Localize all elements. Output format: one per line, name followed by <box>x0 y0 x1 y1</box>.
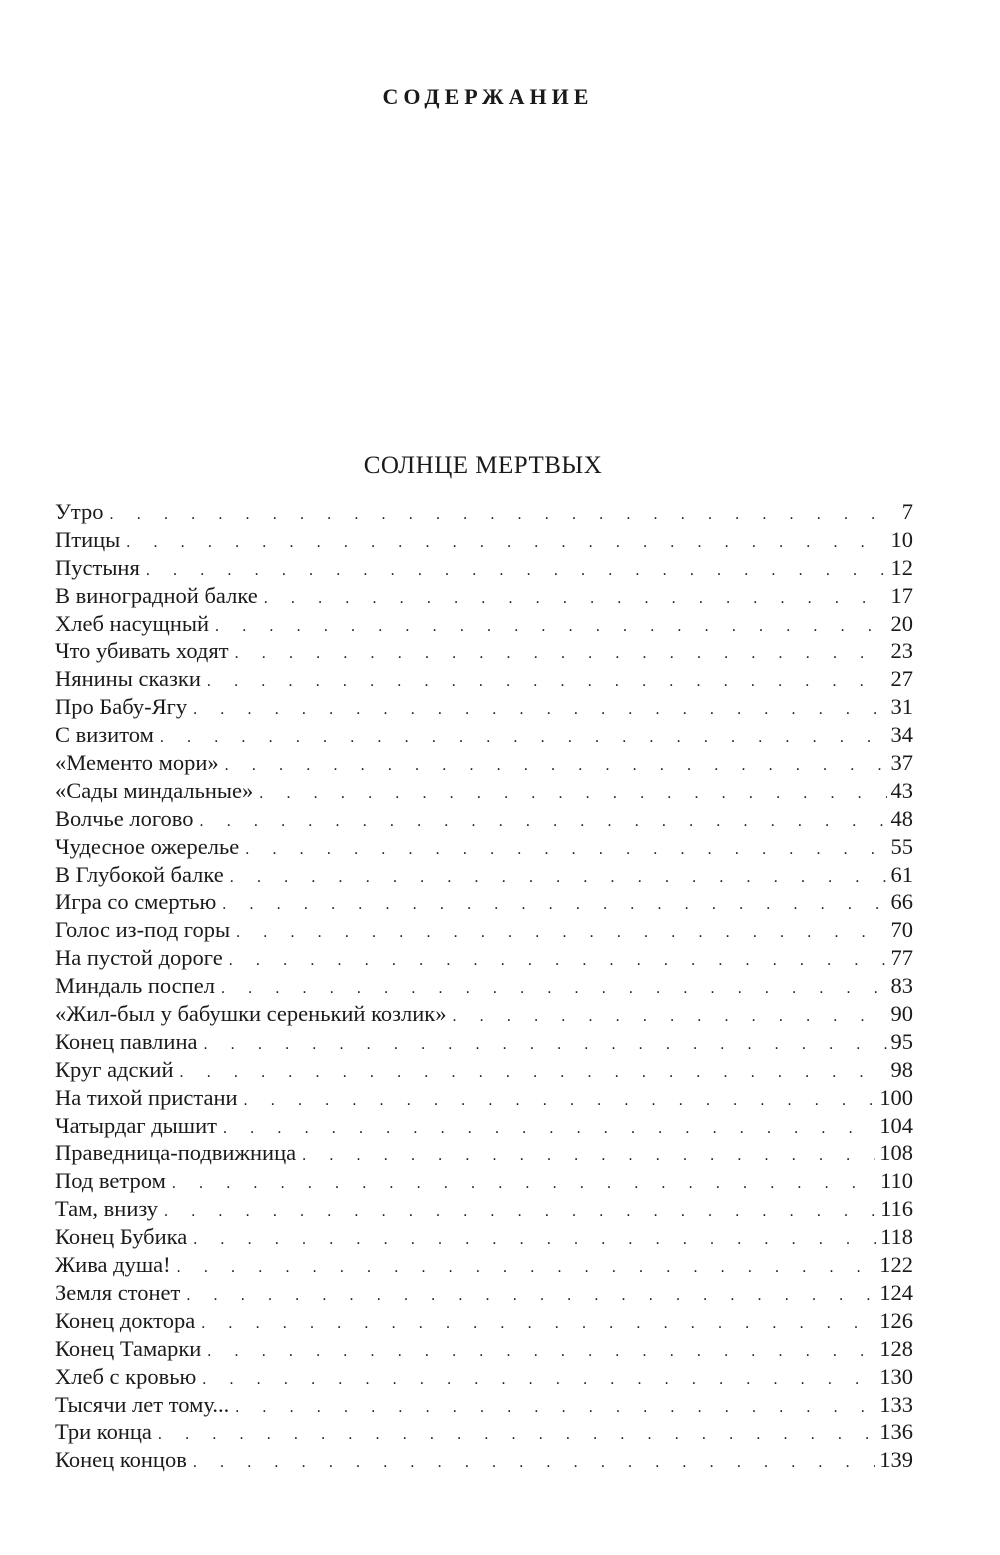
toc-entry-title: Нянины сказки <box>55 666 201 692</box>
toc-entry-page-number: 70 <box>890 917 913 943</box>
toc-entry-page-number: 17 <box>890 582 913 608</box>
toc-entry-page-number: 124 <box>879 1279 913 1305</box>
toc-list <box>55 498 913 1474</box>
dot-leader <box>158 1421 875 1449</box>
dot-leader <box>236 919 886 947</box>
toc-entry <box>55 637 913 665</box>
toc-entry <box>55 888 913 916</box>
toc-entry-title: Про Бабу-Ягу <box>55 694 188 720</box>
toc-entry-page-number: 139 <box>879 1447 913 1473</box>
toc-entry-title: Конец павлина <box>55 1028 198 1054</box>
dot-leader <box>207 668 887 696</box>
toc-entry-page-number: 55 <box>890 833 913 859</box>
toc-entry-page-number: 27 <box>890 666 913 692</box>
toc-entry-title: В Глубокой балке <box>55 861 224 887</box>
toc-entry <box>55 1335 913 1363</box>
dot-leader <box>202 1366 875 1394</box>
toc-entry-title: Конец Бубика <box>55 1224 188 1250</box>
toc-entry <box>55 1418 913 1446</box>
toc-entry-title: Три конца <box>55 1419 152 1445</box>
toc-entry-title: Птицы <box>55 526 121 552</box>
toc-entry <box>55 1279 913 1307</box>
toc-entry <box>55 972 913 1000</box>
dot-leader <box>229 947 887 975</box>
toc-entry <box>55 1195 913 1223</box>
toc-entry-title: Тысячи лет тому... <box>55 1391 230 1417</box>
contents-heading: СОДЕРЖАНИЕ <box>382 84 594 109</box>
toc-entry-page-number: 20 <box>890 610 913 636</box>
dot-leader <box>221 975 887 1003</box>
toc-entry-title: Хлеб насущный <box>55 610 210 636</box>
toc-entry <box>55 693 913 721</box>
toc-entry <box>55 1139 913 1167</box>
section-title: СОЛНЦЕ МЕРТВЫХ <box>363 452 603 479</box>
toc-entry-title: Утро <box>55 499 104 524</box>
toc-entry <box>55 665 913 693</box>
dot-leader <box>302 1142 875 1170</box>
toc-entry <box>55 554 913 582</box>
toc-entry-title: «Жил-был у бабушки серенький козлик» <box>55 1001 447 1027</box>
toc-entry <box>55 1028 913 1056</box>
toc-entry-page-number: 83 <box>890 973 913 999</box>
toc-entry-title: Хлеб с кровью <box>55 1363 197 1389</box>
toc-entry <box>55 582 913 610</box>
toc-entry <box>55 1307 913 1335</box>
dot-leader <box>452 1003 886 1031</box>
toc-entry-title: В виноградной балке <box>55 582 258 608</box>
dot-leader <box>203 1031 886 1059</box>
toc-entry-title: Конец Тамарки <box>55 1335 202 1361</box>
dot-leader <box>207 1338 875 1366</box>
toc-entry-title: Пустыня <box>55 554 140 580</box>
toc-entry <box>55 833 913 861</box>
dot-leader <box>172 1170 876 1198</box>
toc-entry-page-number: 126 <box>879 1307 913 1333</box>
toc-entry-page-number: 31 <box>890 694 913 720</box>
dot-leader <box>201 1310 875 1338</box>
toc-entry-page-number: 98 <box>890 1056 913 1082</box>
dot-leader <box>230 864 887 892</box>
dot-leader <box>160 724 887 752</box>
toc-entry-page-number: 104 <box>879 1112 913 1138</box>
toc-entry-page-number: 48 <box>890 805 913 831</box>
toc-entry-page-number: 128 <box>879 1335 913 1361</box>
toc-entry <box>55 1000 913 1028</box>
toc-entry-page-number: 10 <box>890 526 913 552</box>
toc-entry <box>55 498 913 526</box>
toc-entry <box>55 721 913 749</box>
toc-entry <box>55 777 913 805</box>
toc-entry-title: «Сады миндальные» <box>55 777 254 803</box>
toc-entry-page-number: 133 <box>879 1391 913 1417</box>
dot-leader <box>193 696 886 724</box>
toc-entry <box>55 1363 913 1391</box>
toc-entry-page-number: 7 <box>901 499 913 524</box>
dot-leader <box>146 557 887 585</box>
toc-entry-title: Конец доктора <box>55 1307 196 1333</box>
toc-entry <box>55 749 913 777</box>
toc-entry <box>55 1056 913 1084</box>
toc-entry-page-number: 118 <box>880 1224 913 1250</box>
toc-entry <box>55 805 913 833</box>
toc-entry-title: Миндаль поспел <box>55 973 215 999</box>
toc-entry-page-number: 66 <box>890 889 913 915</box>
toc-entry-page-number: 122 <box>879 1252 913 1278</box>
dot-leader <box>235 640 887 668</box>
dot-leader <box>164 1198 876 1226</box>
toc-entry-title: Что убивать ходят <box>55 638 229 664</box>
dot-leader <box>177 1254 876 1282</box>
toc-entry-page-number: 61 <box>890 861 913 887</box>
dot-leader <box>245 836 886 864</box>
dot-leader <box>222 891 886 919</box>
toc-entry-title: Чатырдаг дышит <box>55 1112 217 1138</box>
toc-entry-title: «Мементо мори» <box>55 750 219 776</box>
toc-entry <box>55 1446 913 1474</box>
dot-leader <box>244 1087 876 1115</box>
toc-entry-page-number: 23 <box>890 638 913 664</box>
dot-leader <box>264 585 887 613</box>
toc-entry-title: Конец концов <box>55 1447 187 1473</box>
toc-entry <box>55 610 913 638</box>
toc-entry-page-number: 116 <box>880 1196 913 1222</box>
toc-entry-page-number: 34 <box>890 722 913 748</box>
toc-entry-title: Голос из-под горы <box>55 917 231 943</box>
toc-entry-title: Игра со смертью <box>55 889 217 915</box>
dot-leader <box>259 780 886 808</box>
toc-entry <box>55 1391 913 1419</box>
toc-entry-page-number: 130 <box>879 1363 913 1389</box>
toc-entry-title: Чудесное ожерелье <box>55 833 240 859</box>
toc-entry-title: На тихой пристани <box>55 1084 238 1110</box>
toc-entry <box>55 1084 913 1112</box>
dot-leader <box>110 501 895 529</box>
toc-entry-page-number: 136 <box>879 1419 913 1445</box>
dot-leader <box>223 1115 875 1143</box>
toc-entry-page-number: 12 <box>890 554 913 580</box>
dot-leader <box>180 1059 887 1087</box>
toc-entry-page-number: 110 <box>880 1168 913 1194</box>
toc-entry-title: На пустой дороге <box>55 945 223 971</box>
dot-leader <box>126 529 886 557</box>
toc-entry <box>55 1223 913 1251</box>
dot-leader <box>193 1449 875 1477</box>
toc-entry-page-number: 77 <box>890 945 913 971</box>
dot-leader <box>186 1282 875 1310</box>
toc-entry-title: Волчье логово <box>55 805 194 831</box>
toc-entry-page-number: 43 <box>890 777 913 803</box>
dot-leader <box>200 808 887 836</box>
toc-entry-title: Земля стонет <box>55 1279 181 1305</box>
toc-entry <box>55 1167 913 1195</box>
toc-entry-page-number: 100 <box>879 1084 913 1110</box>
toc-entry-title: Там, внизу <box>55 1196 159 1222</box>
toc-entry <box>55 944 913 972</box>
dot-leader <box>225 752 887 780</box>
toc-entry-title: С визитом <box>55 722 154 748</box>
dot-leader <box>193 1226 876 1254</box>
toc-entry-page-number: 90 <box>890 1001 913 1027</box>
toc-entry-title: Под ветром <box>55 1168 166 1194</box>
toc-entry <box>55 1112 913 1140</box>
toc-entry <box>55 861 913 889</box>
toc-entry-page-number: 108 <box>879 1140 913 1166</box>
toc-entry-title: Жива душа! <box>55 1252 171 1278</box>
dot-leader <box>215 613 886 641</box>
toc-entry-page-number: 95 <box>890 1028 913 1054</box>
toc-entry <box>55 916 913 944</box>
toc-entry <box>55 1251 913 1279</box>
toc-entry <box>55 526 913 554</box>
toc-entry-title: Праведница-подвижница <box>55 1140 297 1166</box>
dot-leader <box>235 1394 875 1422</box>
toc-entry-page-number: 37 <box>890 750 913 776</box>
toc-entry-title: Круг адский <box>55 1056 174 1082</box>
